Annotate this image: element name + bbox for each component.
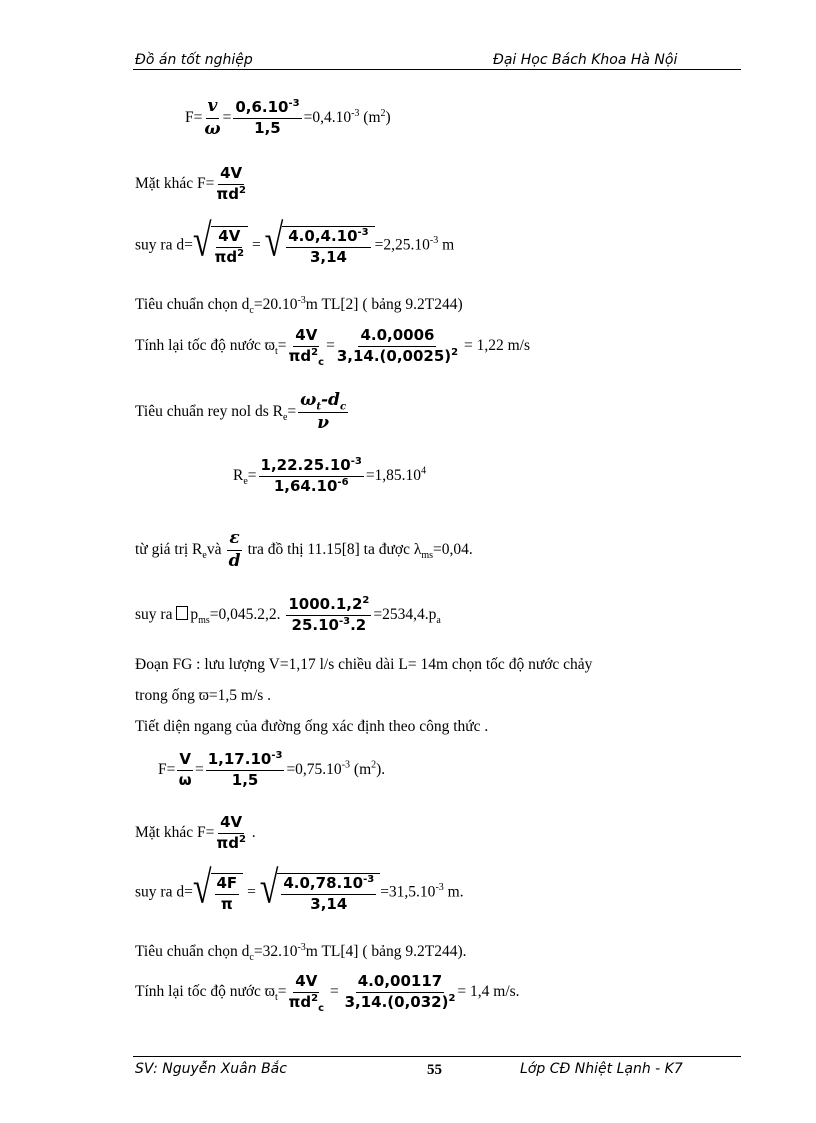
formula-area-f: F= $\frac{v}{\omega}$ = $\frac{0,6.10^{-3}}{1,5}$ $=0,4.10^{-3}$ $(m^2)$ bbox=[185, 96, 391, 139]
formula-diameter-2: suy ra d= √ $\frac{4F}{\pi}$ = √ $\frac{4.0,78.10^{-3}}{3,14}$ $=31,5.10^{-3}$ m. bbox=[135, 863, 464, 914]
formula-reynolds-def: Tiêu chuẩn rey nol ds $R_e=$ $\frac{\omega_t-d_c}{\nu}$ bbox=[135, 390, 347, 433]
footer-left: SV: Nguyễn Xuân Bắc bbox=[135, 1061, 287, 1077]
page-number: 55 bbox=[427, 1062, 442, 1078]
formula-area-fg: F= $\frac{V}{\omega}$ = $\frac{1,17.10^{-3}}{1,5}$ $=0,75.10^{-3}$ $(m^2)$. bbox=[158, 750, 386, 789]
footer-right: Lớp CĐ Nhiệt Lạnh - K7 bbox=[520, 1061, 683, 1077]
header-right: Đại Học Bách Khoa Hà Nội bbox=[493, 52, 678, 68]
header-rule bbox=[133, 69, 741, 70]
paragraph-line-2: trong ống ϖ=1,5 m/s . bbox=[135, 687, 272, 704]
formula-velocity-2: Tính lại tốc độ nước $ϖ_t=$ $\frac{4V}{\pi d^2_c}$ = $\frac{4.0,00117}{3,14.(0,032)^2}$ = 1,4 m/s. bbox=[135, 972, 520, 1014]
paragraph-line-3: Tiết diện ngang của đường ống xác định theo công thức . bbox=[135, 718, 489, 735]
paragraph-line-1: Đoạn FG : lưu lượng V=1,17 l/s chiều dài L= 14m chọn tốc độ nước chảy bbox=[135, 656, 593, 673]
friction-factor-line: từ giá trị $R_evà$ $\frac{\varepsilon}{d}$ tra đồ thị 11.15[8] ta được $\lambda_{ms}=0,04$. bbox=[135, 528, 473, 571]
standard-choice-1: Tiêu chuẩn chọn $d_c=20.10^{-3}m$ TL[2] ( bảng 9.2T244) bbox=[135, 294, 463, 317]
standard-choice-2: Tiêu chuẩn chọn $d_c=32.10^{-3}m$ TL[4] ( bảng 9.2T244). bbox=[135, 941, 467, 964]
formula-reynolds-value: $R_e=$ $\frac{1,22.25.10^{-3}}{1,64.10^{-6}}$ $=1,85.10^4$ bbox=[233, 456, 427, 495]
header-left: Đồ án tốt nghiệp bbox=[135, 52, 253, 68]
footer-rule bbox=[133, 1056, 741, 1057]
formula-velocity-1: Tính lại tốc độ nước $ϖ_t=$ $\frac{4V}{\pi d^2_c}$ = $\frac{4.0,0006}{3,14.(0,0025)^2}$ = 1,22 m/s bbox=[135, 326, 530, 368]
delta-symbol-box bbox=[176, 606, 188, 620]
formula-diameter-1: suy ra d= √ $\frac{4V}{\pi d^2}$ = √ $\frac{4.0,4.10^{-3}}{3,14}$ $=2,25.10^{-3}$ m bbox=[135, 216, 455, 267]
formula-mat-khac-2: Mặt khác F= $\frac{4V}{\pi d^2}$ . bbox=[135, 813, 256, 852]
formula-pressure-loss: suy ra $p_{ms}=0,045.2,2$. $\frac{1000.1,2^2}{25.10^{-3}.2}$ $=2534,4.p_a$ bbox=[135, 595, 441, 634]
formula-mat-khac-1: Mặt khác F= $\frac{4V}{\pi d^2}$ bbox=[135, 164, 246, 203]
